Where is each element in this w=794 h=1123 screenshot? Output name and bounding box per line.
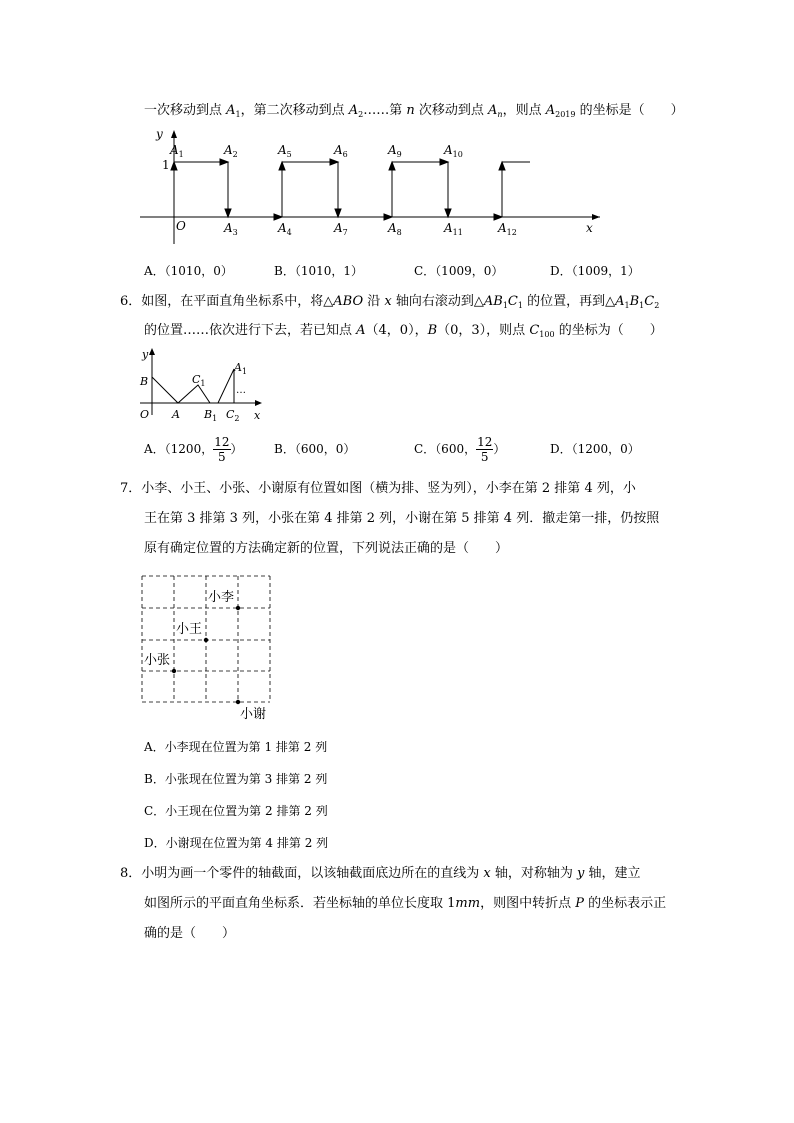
- q6-label-b1: $B_1$: [204, 408, 218, 423]
- q5-arrow: [445, 209, 451, 217]
- q5-figure: [130, 124, 610, 248]
- q6-origin: O: [140, 408, 150, 421]
- q5-arrow: [494, 214, 502, 220]
- q5-point-labels: [169, 143, 517, 237]
- q6-option-c[interactable]: C．（600， $\frac{12}{5}$ ）: [414, 435, 506, 464]
- q5-point-label: $A_6$: [334, 143, 348, 159]
- q7-figure: [130, 570, 280, 722]
- q6-label-c1: $C_1$: [192, 373, 206, 388]
- q7-line3: 原有确定位置的方法确定新的位置，下列说法正确的是（ ）: [144, 541, 509, 556]
- q5-option-a[interactable]: A．（1010，0）: [144, 264, 233, 278]
- q7-line1: 7．小李、小王、小张、小谢原有位置如图（横为排、竖为列），小李在第 2 排第 4 列，小: [120, 481, 636, 496]
- q5-point-label: $A_{11}$: [444, 221, 463, 237]
- q6-option-b[interactable]: B．（600，0）: [274, 442, 356, 456]
- q6-line2: 的位置……依次进行下去，若已知点 A（4，0），B（0，3），则点 $C_{100}$ 的坐标为（ ）: [144, 323, 663, 339]
- q6-label-b: B: [140, 375, 149, 388]
- q8-line3: 确的是（ ）: [144, 926, 236, 941]
- q5-point-label: $A_8$: [388, 221, 402, 237]
- q6-figure: [136, 345, 268, 425]
- q5-point-label: $A_4$: [278, 221, 292, 237]
- q5-arrow: [440, 159, 448, 165]
- q6-options: [144, 434, 640, 464]
- q5-arrow: [220, 159, 228, 165]
- q5-point-label: $A_{10}$: [444, 143, 463, 159]
- q7-label-zhang: 小张: [144, 653, 171, 668]
- q8-line2: 如图所示的平面直角坐标系．若坐标轴的单位长度取 1mm，则图中转折点 P 的坐标表示正: [144, 896, 667, 911]
- q5-x-label: x: [586, 221, 593, 235]
- q6-label-a1: $A_1$: [234, 361, 248, 376]
- q5-path: [171, 159, 530, 220]
- q5-point-label: $A_1$: [170, 143, 184, 159]
- q5-point-label: $A_7$: [334, 221, 348, 237]
- q6-dots: …: [236, 385, 246, 396]
- q5-arrow: [499, 162, 505, 170]
- q6-option-a-fraction: $\frac{12}{5}$: [214, 435, 230, 464]
- q5-origin: O: [176, 219, 186, 233]
- q7-dot-li: [236, 606, 240, 610]
- q5-point-label: $A_3$: [224, 221, 238, 237]
- q5-point-label: $A_{12}$: [498, 221, 517, 237]
- q5-point-label: $A_5$: [278, 143, 292, 159]
- q6-line1: 6．如图，在平面直角坐标系中，将△ABO 沿 x 轴向右滚动到$\triangle AB_1C_1$ 的位置，再到$\triangle A_1B_1C_2$: [120, 294, 660, 310]
- q7-option-d[interactable]: D．小谢现在位置为第 4 排第 2 列: [144, 836, 329, 850]
- q5-one: 1: [162, 158, 170, 172]
- q8-line1: 8．小明为画一个零件的轴截面，以该轴截面底边所在的直线为 x 轴，对称轴为 y 轴，建立: [120, 866, 641, 881]
- q6-label-a: A: [172, 408, 180, 421]
- q5-option-b[interactable]: B．（1010，1）: [274, 264, 363, 278]
- q6-option-d[interactable]: D．（1200，0）: [550, 442, 640, 456]
- q6-y-label: y: [142, 348, 149, 361]
- q6-label-c2: $C_2$: [226, 408, 240, 423]
- q5-arrow: [171, 162, 177, 170]
- q7-dot-zhang: [172, 669, 176, 673]
- q6-option-c-fraction: $\frac{12}{5}$: [477, 435, 493, 464]
- q5-arrow: [279, 162, 285, 170]
- q6-x-label: x: [254, 409, 261, 422]
- q6-y-arrow: [149, 348, 155, 355]
- q5-stem: 一次移动到点 $A_1$，第二次移动到点 $A_2\dots\dots$第 n 次移动到点 $A_n$，则点 $A_{2019}$ 的坐标是（ ）: [144, 103, 684, 119]
- q5-y-arrow: [171, 130, 177, 138]
- q5-point-label: $A_2$: [224, 143, 238, 159]
- q7-option-a[interactable]: A．小李现在位置为第 1 排第 2 列: [144, 740, 328, 754]
- q7-dot-xie: [236, 700, 240, 704]
- q5-option-d[interactable]: D．（1009，1）: [550, 264, 640, 278]
- q7-label-xie: 小谢: [240, 707, 267, 722]
- q5-arrow: [274, 214, 282, 220]
- q5-options: [144, 262, 640, 279]
- q7-option-b[interactable]: B．小张现在位置为第 3 排第 2 列: [144, 772, 328, 786]
- q5-point-label: $A_9$: [388, 143, 402, 159]
- q7-option-c[interactable]: C．小王现在位置为第 2 排第 2 列: [144, 804, 328, 818]
- q5-arrow: [225, 209, 231, 217]
- q5-arrow: [330, 159, 338, 165]
- q7-dot-wang: [204, 638, 208, 642]
- q5-arrow: [389, 162, 395, 170]
- q7-label-wang: 小王: [176, 622, 203, 637]
- q6-option-a[interactable]: A．（1200， $\frac{12}{5}$ ）: [144, 435, 243, 464]
- q5-option-c[interactable]: C．（1009，0）: [414, 264, 504, 278]
- q5-y-label: y: [156, 127, 163, 141]
- q5-arrow: [335, 209, 341, 217]
- q5-arrow: [384, 214, 392, 220]
- q5-x-arrow: [592, 214, 600, 220]
- q6-x-arrow: [255, 400, 262, 406]
- q7-line2: 王在第 3 排第 3 列，小张在第 4 排第 2 列，小谢在第 5 排第 4 列．撤走第一排，仍按照: [144, 511, 660, 526]
- q7-label-li: 小李: [208, 590, 235, 605]
